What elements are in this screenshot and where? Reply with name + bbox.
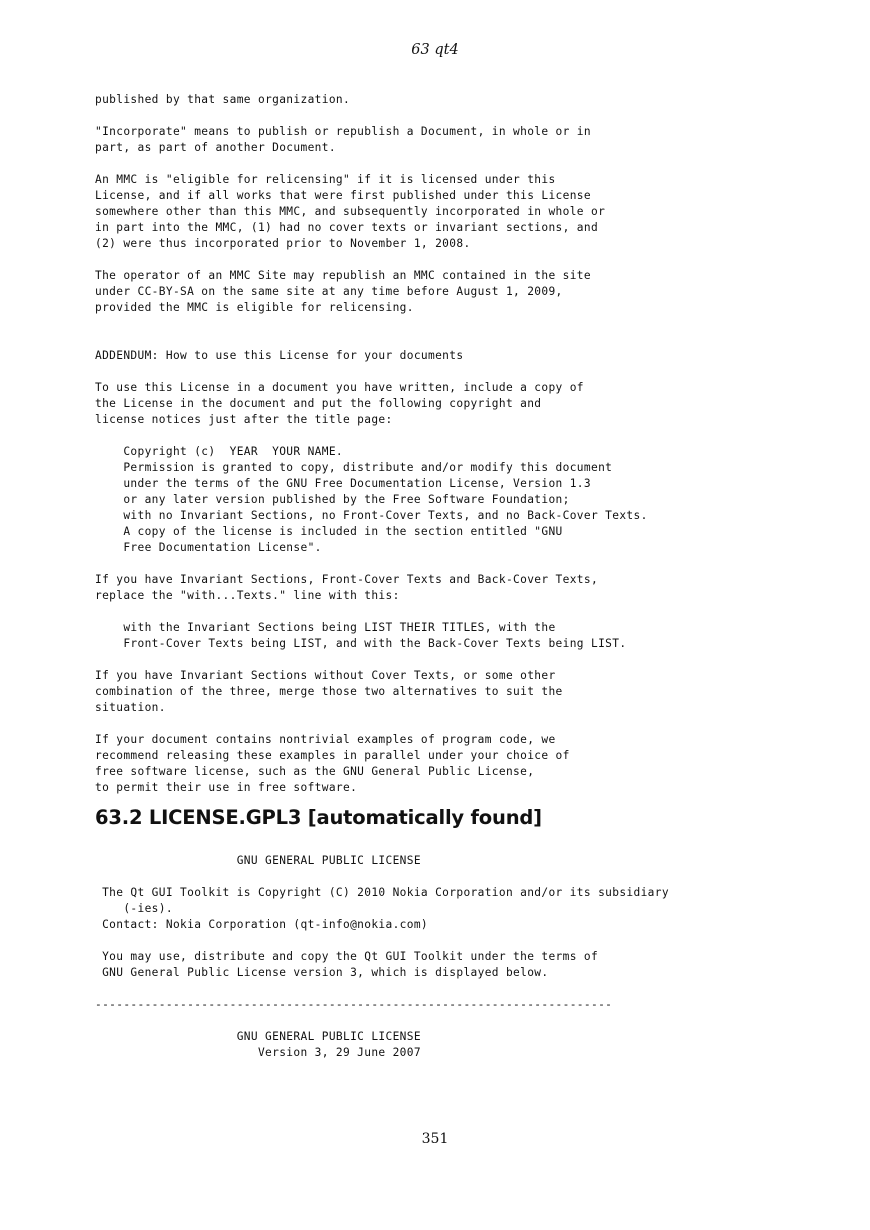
gpl3-license-text-block: GNU GENERAL PUBLIC LICENSE The Qt GUI Toolkit is Copyright (C) 2010 Nokia Corporation and/or its subsidiary (-ies). Contact: Nokia Corporation (qt-info@nokia.com) You may use, distribute and copy the Qt GUI Toolkit under the terms of GNU General Public License version 3, which is displayed below. ------------------------------------------------------------------------- GNU GENERAL PUBLIC LICENSE Version 3, 29 June 2007 [95,854,669,1059]
page-number: 351 [421,1131,449,1147]
running-header: 63 qt4 [411,42,459,58]
license-text-block: published by that same organization. "Incorporate" means to publish or republish a Document, in whole or in part, as part of another Document. An MMC is "eligible for relicensing" if it is licensed under this License, and if all works that were first published under this License somewhere other than this MMC, and subsequently incorporated in whole or in part into the MMC, (1) had no cover texts or invariant sections, and (2) were thus incorporated prior to November 1, 2008. The operator of an MMC Site may republish an MMC contained in the site under CC-BY-SA on the same site at any time before August 1, 2009, provided the MMC is eligible for relicensing. ADDENDUM: How to use this License for your documents To use this License in a document you have written, include a copy of the License in the document and put the following copyright and license notices just after the title page: Copyright (c) YEAR YOUR NAME. Permission is granted to copy, distribute and/or modify this document under the terms of the GNU Free Documentation License, Version 1.3 or any later version published by the Free Software Foundation; with no Invariant Sections, no Front-Cover Texts, and no Back-Cover Texts. A copy of the license is included in the section entitled "GNU Free Documentation License". If you have Invariant Sections, Front-Cover Texts and Back-Cover Texts, replace the "with...Texts." line with this: with the Invariant Sections being LIST THEIR TITLES, with the Front-Cover Texts being LIST, and with the Back-Cover Texts being LIST. If you have Invariant Sections without Cover Texts, or some other combination of the three, merge those two alternatives to suit the situation. If your document contains nontrivial examples of program code, we recommend releasing these examples in parallel under your choice of free software license, such as the GNU General Public License, to permit their use in free software. [95,93,648,794]
section-heading: 63.2 LICENSE.GPL3 [automatically found] [95,806,542,829]
